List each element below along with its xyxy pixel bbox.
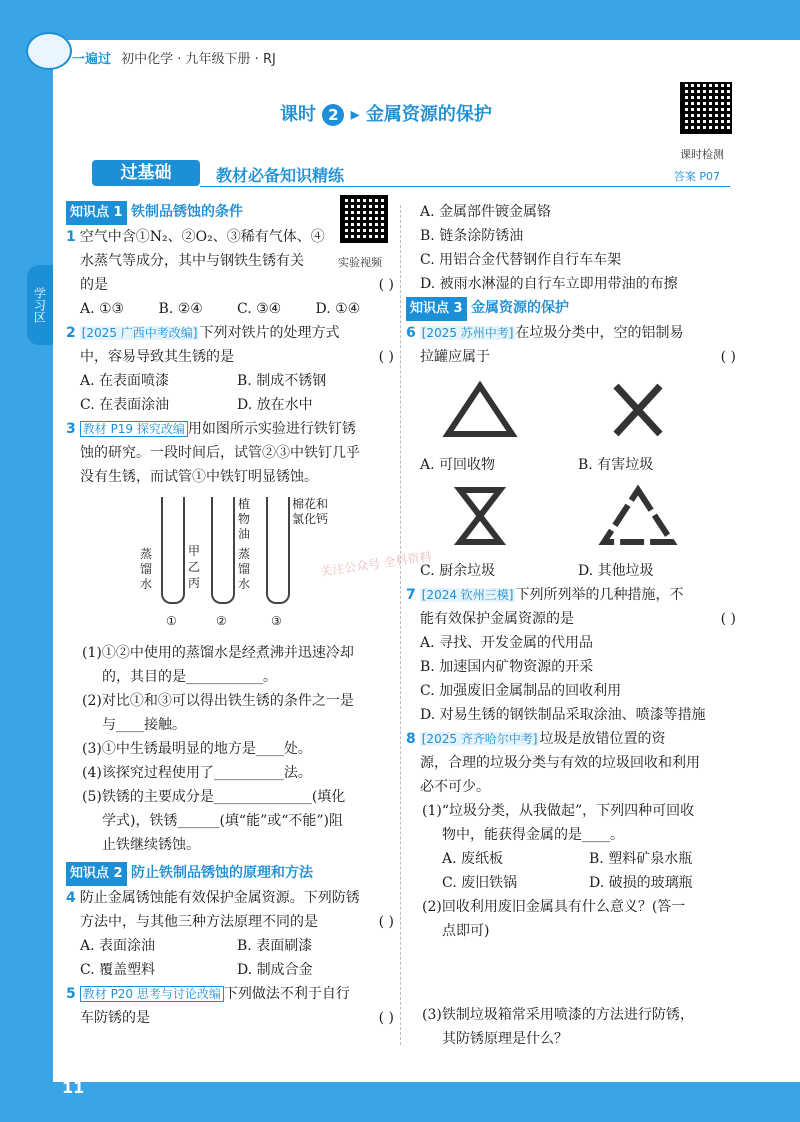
kitchen-waste-icon bbox=[440, 481, 520, 551]
q7-number: 7 bbox=[406, 587, 416, 603]
q4-option-a[interactable]: A. 表面涂油 bbox=[80, 938, 156, 954]
q7-option-c[interactable]: C. 加强废旧金属制品的回收利用 bbox=[420, 683, 622, 699]
q8-sub1: (1)“垃圾分类，从我做起”，下列四种可回收 bbox=[422, 803, 695, 819]
q8-number: 8 bbox=[406, 731, 416, 747]
q6-option-d[interactable] bbox=[578, 481, 736, 583]
q5-option-b[interactable]: B. 链条涂防锈油 bbox=[420, 228, 524, 244]
q7-answer-bracket[interactable]: ( ) bbox=[720, 611, 736, 627]
lesson-title bbox=[280, 100, 492, 126]
label-n1: ① bbox=[166, 614, 177, 628]
q4-option-b[interactable]: B. 表面刷漆 bbox=[237, 938, 313, 954]
q2-option-a[interactable]: A. 在表面喷漆 bbox=[80, 373, 170, 389]
q5-answer-bracket[interactable]: ( ) bbox=[378, 1010, 394, 1026]
q2-tag: [2025 广西中考改编] bbox=[81, 326, 198, 340]
recycle-icon bbox=[440, 375, 520, 445]
play-arrow-icon: ▸ bbox=[350, 104, 360, 125]
section-subtitle: 教材必备知识精练 bbox=[216, 166, 345, 185]
left-column bbox=[66, 200, 394, 1030]
q5-option-c[interactable]: C. 用铝合金代替钢作自行车车架 bbox=[420, 252, 622, 268]
q2-option-c[interactable]: C. 在表面涂油 bbox=[80, 397, 170, 413]
q2-answer-bracket[interactable]: ( ) bbox=[378, 349, 394, 365]
q7-tag: [2024 钦州三模] bbox=[421, 588, 514, 602]
kp1-title: 铁制品锈蚀的条件 bbox=[131, 204, 244, 220]
q6-option-b[interactable] bbox=[578, 375, 736, 477]
q2-option-b[interactable]: B. 制成不锈钢 bbox=[237, 373, 327, 389]
q4-options bbox=[66, 934, 394, 982]
q5-number: 5 bbox=[66, 986, 76, 1002]
label-water-1: 蒸馏水 bbox=[140, 547, 153, 591]
q4-text2: 方法中，与其他三种方法原理不同的是 bbox=[80, 914, 318, 930]
q4-number: 4 bbox=[66, 890, 76, 906]
q8-sub2: (2)回收利用废旧金属具有什么意义？(答一 bbox=[422, 899, 686, 915]
mascot-logo-icon bbox=[26, 32, 72, 70]
q3-sub1: (1)①②中使用的蒸馏水是经煮沸并迅速冷却 bbox=[82, 645, 354, 661]
lesson-prefix: 课时 bbox=[280, 104, 316, 125]
q1-option-d[interactable]: D. ①④ bbox=[315, 301, 361, 317]
q8-option-d[interactable]: D. 破损的玻璃瓶 bbox=[589, 875, 693, 891]
q6-option-c-label: C. 厨余垃圾 bbox=[420, 563, 496, 579]
column-divider bbox=[400, 205, 401, 1045]
q8-option-c[interactable]: C. 废旧铁锅 bbox=[442, 875, 518, 891]
q7-option-a[interactable]: A. 寻找、开发金属的代用品 bbox=[420, 635, 594, 651]
q8-option-a[interactable]: A. 废纸板 bbox=[442, 851, 504, 867]
q1-option-a[interactable]: A. ①③ bbox=[80, 301, 125, 317]
kp2-title: 防止铁制品锈蚀的原理和方法 bbox=[131, 865, 314, 881]
test-tube-3 bbox=[266, 497, 290, 604]
q6-answer-bracket[interactable]: ( ) bbox=[720, 349, 736, 365]
test-tube-1 bbox=[161, 497, 185, 604]
q3-sub4[interactable]: (4)该探究过程使用了__________法。 bbox=[82, 765, 312, 781]
q8-answer-space-2[interactable] bbox=[406, 943, 736, 1003]
side-tab-study[interactable]: 学习区 bbox=[27, 265, 53, 345]
q3-text: 用如图所示实验进行铁钉锈 bbox=[187, 421, 356, 437]
q6-text2: 拉罐应属于 bbox=[420, 349, 490, 365]
q8-option-b[interactable]: B. 塑料矿泉水瓶 bbox=[589, 851, 693, 867]
q5-text: 下列做法不利于自行 bbox=[223, 986, 350, 1002]
q8-sub3b: 其防锈原理是什么？ bbox=[442, 1031, 568, 1047]
q2-text2: 中，容易导致其生锈的是 bbox=[80, 349, 234, 365]
q5-option-a[interactable]: A. 金属部件镀金属铬 bbox=[420, 204, 552, 220]
right-column bbox=[406, 200, 736, 1051]
q6-number: 6 bbox=[406, 325, 416, 341]
q3-number: 3 bbox=[66, 421, 76, 437]
q8-sub2b: 点即可) bbox=[442, 923, 490, 939]
q2-text: 下列对铁片的处理方式 bbox=[199, 325, 340, 341]
lesson-number: 2 bbox=[322, 104, 344, 126]
q6-option-a-label: A. 可回收物 bbox=[420, 457, 496, 473]
label-bing: 丙 bbox=[188, 576, 201, 590]
test-tube-2 bbox=[211, 497, 235, 604]
q3-sub3[interactable]: (3)①中生锈最明显的地方是____处。 bbox=[82, 741, 312, 757]
watermark: 关注公众号 全科资料 bbox=[319, 549, 433, 579]
q6-tag: [2025 苏州中考] bbox=[421, 326, 514, 340]
q3-sub2b[interactable]: 与____接触。 bbox=[102, 717, 186, 733]
q1-answer-bracket[interactable]: ( ) bbox=[378, 277, 394, 293]
other-waste-icon bbox=[598, 481, 678, 551]
kp1-tag: 知识点 1 bbox=[66, 201, 127, 225]
q8-text: 垃圾是放错位置的资 bbox=[539, 731, 666, 747]
q6-option-a[interactable] bbox=[420, 375, 578, 477]
qr-caption-video: 实验视频 bbox=[338, 256, 382, 269]
label-cotton: 棉花和氯化钙 bbox=[292, 497, 329, 526]
section-underline bbox=[200, 186, 730, 187]
brand-name: 一遍过 bbox=[72, 52, 112, 67]
q8-sub3: (3)铁制垃圾箱常采用喷漆的方法进行防锈， bbox=[422, 1007, 694, 1023]
q7-text: 下列所列举的几种措施，不 bbox=[515, 587, 684, 603]
q3-sub5[interactable]: (5)铁锈的主要成分是______________(填化 bbox=[82, 789, 346, 805]
q8-sub1b[interactable]: 物中，能获得金属的是____。 bbox=[442, 827, 624, 843]
section-header bbox=[70, 160, 730, 188]
page-header bbox=[72, 48, 276, 67]
q6-option-b-label: B. 有害垃圾 bbox=[578, 457, 654, 473]
q2-number: 2 bbox=[66, 325, 76, 341]
book-subtitle: 初中化学 · 九年级下册 · RJ bbox=[121, 52, 276, 67]
q6-options bbox=[406, 375, 736, 583]
q2-option-d[interactable]: D. 放在水中 bbox=[237, 397, 313, 413]
q8-text3: 必不可少。 bbox=[420, 779, 490, 795]
kp3-title: 金属资源的保护 bbox=[471, 300, 570, 316]
q3-text2: 蚀的研究。一段时间后，试管②③中铁钉几乎 bbox=[80, 445, 360, 461]
qr-caption-top: 课时检测 bbox=[680, 148, 724, 161]
q1-option-c[interactable]: C. ③④ bbox=[237, 301, 282, 317]
q1-option-b[interactable]: B. ②④ bbox=[158, 301, 203, 317]
q1-number: 1 bbox=[66, 229, 76, 245]
q4-answer-bracket[interactable]: ( ) bbox=[378, 914, 394, 930]
label-oil: 植物油 bbox=[238, 497, 251, 541]
q3-sub1b[interactable]: 的，其目的是___________。 bbox=[102, 669, 277, 685]
q8-options bbox=[406, 847, 736, 895]
q6-option-d-label: D. 其他垃圾 bbox=[578, 563, 654, 579]
q6-text: 在垃圾分类中，空的铝制易 bbox=[515, 325, 684, 341]
label-water-2: 蒸馏水 bbox=[238, 547, 251, 591]
q4-option-c[interactable]: C. 覆盖塑料 bbox=[80, 962, 156, 978]
q3-sub2: (2)对比①和③可以得出铁生锈的条件之一是 bbox=[82, 693, 354, 709]
q4-option-d[interactable]: D. 制成合金 bbox=[237, 962, 313, 978]
q1-text3: 的是 bbox=[80, 277, 108, 293]
hazardous-icon bbox=[598, 375, 678, 445]
page-number: 11 bbox=[62, 1078, 85, 1097]
q8-text2: 源，合理的垃圾分类与有效的垃圾回收和利用 bbox=[420, 755, 700, 771]
label-yi: 乙 bbox=[188, 560, 201, 574]
q7-option-b[interactable]: B. 加速国内矿物资源的开采 bbox=[420, 659, 594, 675]
q6-option-c[interactable] bbox=[420, 481, 578, 583]
q3-tag: 教材 P19 探究改编 bbox=[80, 421, 188, 437]
q1-text: 空气中含①N₂、②O₂、③稀有气体、④ bbox=[79, 229, 325, 245]
q5-text2: 车防锈的是 bbox=[80, 1010, 150, 1026]
lesson-name: 金属资源的保护 bbox=[365, 104, 492, 125]
q3-text3: 没有生锈，而试管①中铁钉明显锈蚀。 bbox=[80, 469, 318, 485]
q1-options bbox=[66, 297, 394, 321]
q3-sub5b[interactable]: 学式)，铁锈______(填“能”或“不能”)阻 bbox=[102, 813, 344, 829]
label-n3: ③ bbox=[271, 614, 282, 628]
q7-text2: 能有效保护金属资源的是 bbox=[420, 611, 574, 627]
q8-tag: [2025 齐齐哈尔中考] bbox=[421, 732, 538, 746]
q3-sub5c: 止铁继续锈蚀。 bbox=[102, 837, 200, 853]
q5-tag: 教材 P20 思考与讨论改编 bbox=[80, 986, 224, 1002]
q2-options bbox=[66, 369, 394, 417]
qr-code-icon[interactable] bbox=[680, 82, 732, 134]
q5-option-d[interactable]: D. 被雨水淋湿的自行车立即用带油的布擦 bbox=[420, 276, 678, 292]
section-title: 过基础 bbox=[92, 160, 200, 186]
kp2-tag: 知识点 2 bbox=[66, 862, 127, 886]
label-n2: ② bbox=[216, 614, 227, 628]
q4-text: 防止金属锈蚀能有效保护金属资源。下列防锈 bbox=[79, 890, 360, 906]
answer-ref[interactable]: 答案 P07 bbox=[673, 170, 720, 183]
kp3-tag: 知识点 3 bbox=[406, 297, 467, 321]
q7-option-d[interactable]: D. 对易生锈的钢铁制品采取涂油、喷漆等措施 bbox=[420, 707, 706, 723]
q1-text2: 水蒸气等成分，其中与钢铁生锈有关 bbox=[80, 253, 304, 269]
label-jia: 甲 bbox=[188, 544, 201, 558]
